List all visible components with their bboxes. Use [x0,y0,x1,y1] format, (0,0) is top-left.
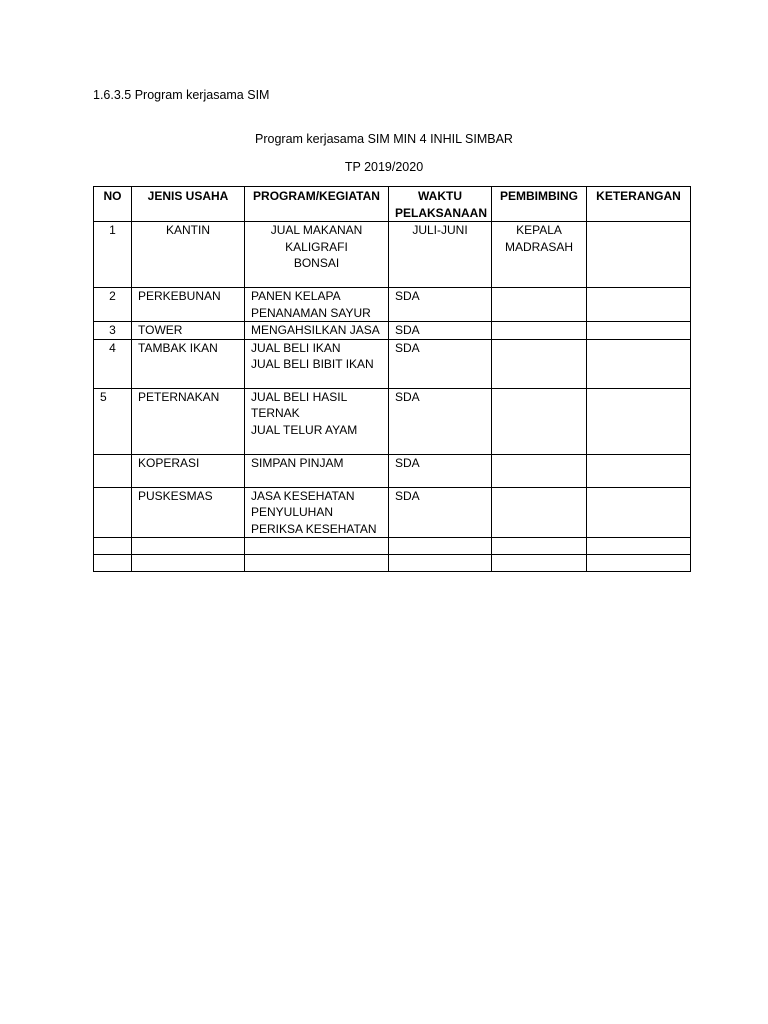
cell-jenis-usaha: TAMBAK IKAN [132,339,245,388]
cell-waktu: SDA [389,339,492,388]
table-row [94,322,691,340]
cell-empty [94,555,132,572]
header-program-kegiatan: PROGRAM/KEGIATAN [245,187,389,222]
cell-empty [587,555,691,572]
cell-program [245,454,389,487]
cell-waktu: SDA [389,288,492,322]
program-line: JASA KESEHATAN [251,488,355,503]
cell-waktu: SDA [389,322,492,340]
cell-no: 3 [94,322,132,340]
cell-no: 4 [94,339,132,388]
cell-program [245,339,389,388]
cell-waktu: JULI-JUNI [389,222,492,288]
cell-no: 5 [94,388,132,454]
table-row [94,288,691,322]
program-line: PENYULUHAN [251,505,334,519]
cell-waktu: SDA [389,388,492,454]
cell-no [94,487,132,538]
header-no: NO [94,187,132,222]
cell-waktu: SDA [389,454,492,487]
cell-empty [94,538,132,555]
cell-jenis-usaha: KOPERASI [132,454,245,487]
program-line: JUAL TELUR AYAM [251,422,358,437]
program-line: PERIKSA KESEHATAN [251,521,377,536]
program-line: BONSAI [293,256,340,270]
cell-no: 1 [94,222,132,288]
table-header-row [94,187,691,222]
cell-keterangan [587,487,691,538]
cell-empty [132,555,245,572]
cell-program [245,388,389,454]
cell-empty [492,538,587,555]
cell-empty [492,555,587,572]
table-row-empty [94,555,691,572]
cell-jenis-usaha: PERKEBUNAN [132,288,245,322]
document-subtitle: TP 2019/2020 [344,160,424,174]
cell-jenis-usaha: KANTIN [132,222,245,288]
cell-program [245,222,389,288]
program-line: JUAL BELI HASIL [251,389,348,404]
program-line: JUAL BELI IKAN [251,340,341,355]
cell-program [245,322,389,340]
table-row [94,454,691,487]
program-line: MENGAHSILKAN JASA [251,323,380,337]
cell-program [245,288,389,322]
cell-keterangan [587,454,691,487]
section-heading: 1.6.3.5 Program kerjasama SIM [93,88,270,102]
cell-pembimbing [492,388,587,454]
cell-empty [587,538,691,555]
cell-empty [389,555,492,572]
program-line: TERNAK [251,406,300,420]
program-line: SIMPAN PINJAM [251,455,344,470]
document-title: Program kerjasama SIM MIN 4 INHIL SIMBAR [255,132,513,146]
pembimbing-line: MADRASAH [504,239,573,254]
cell-empty [245,555,389,572]
cell-waktu: SDA [389,487,492,538]
program-line: JUAL BELI BIBIT IKAN [251,357,374,371]
header-waktu-pelaksanaan: WAKTU PELAKSANAAN [389,187,492,222]
cell-empty [132,538,245,555]
header-jenis-usaha: JENIS USAHA [132,187,245,222]
cell-pembimbing [492,339,587,388]
cell-empty [389,538,492,555]
program-line: JUAL MAKANAN [270,223,363,237]
program-line: PENANAMAN SAYUR [251,305,371,320]
cell-jenis-usaha: TOWER [132,322,245,340]
header-keterangan: KETERANGAN [587,187,691,222]
cell-keterangan [587,288,691,322]
cell-jenis-usaha: PUSKESMAS [132,487,245,538]
cell-keterangan [587,322,691,340]
cell-keterangan [587,339,691,388]
cell-pembimbing [492,454,587,487]
cell-jenis-usaha: PETERNAKAN [132,388,245,454]
program-table [93,186,691,572]
cell-program [245,487,389,538]
cell-pembimbing [492,322,587,340]
table-row [94,222,691,288]
table-row [94,487,691,538]
program-line: PANEN KELAPA [251,289,341,303]
pembimbing-line: KEPALA [516,223,562,237]
cell-pembimbing [492,487,587,538]
cell-no: 2 [94,288,132,322]
cell-pembimbing [492,222,587,288]
program-line: KALIGRAFI [285,239,348,254]
cell-keterangan [587,388,691,454]
table-row [94,339,691,388]
table-row [94,388,691,454]
cell-empty [245,538,389,555]
table-row-empty [94,538,691,555]
cell-pembimbing [492,288,587,322]
cell-no [94,454,132,487]
header-pembimbing: PEMBIMBING [492,187,587,222]
cell-keterangan [587,222,691,288]
